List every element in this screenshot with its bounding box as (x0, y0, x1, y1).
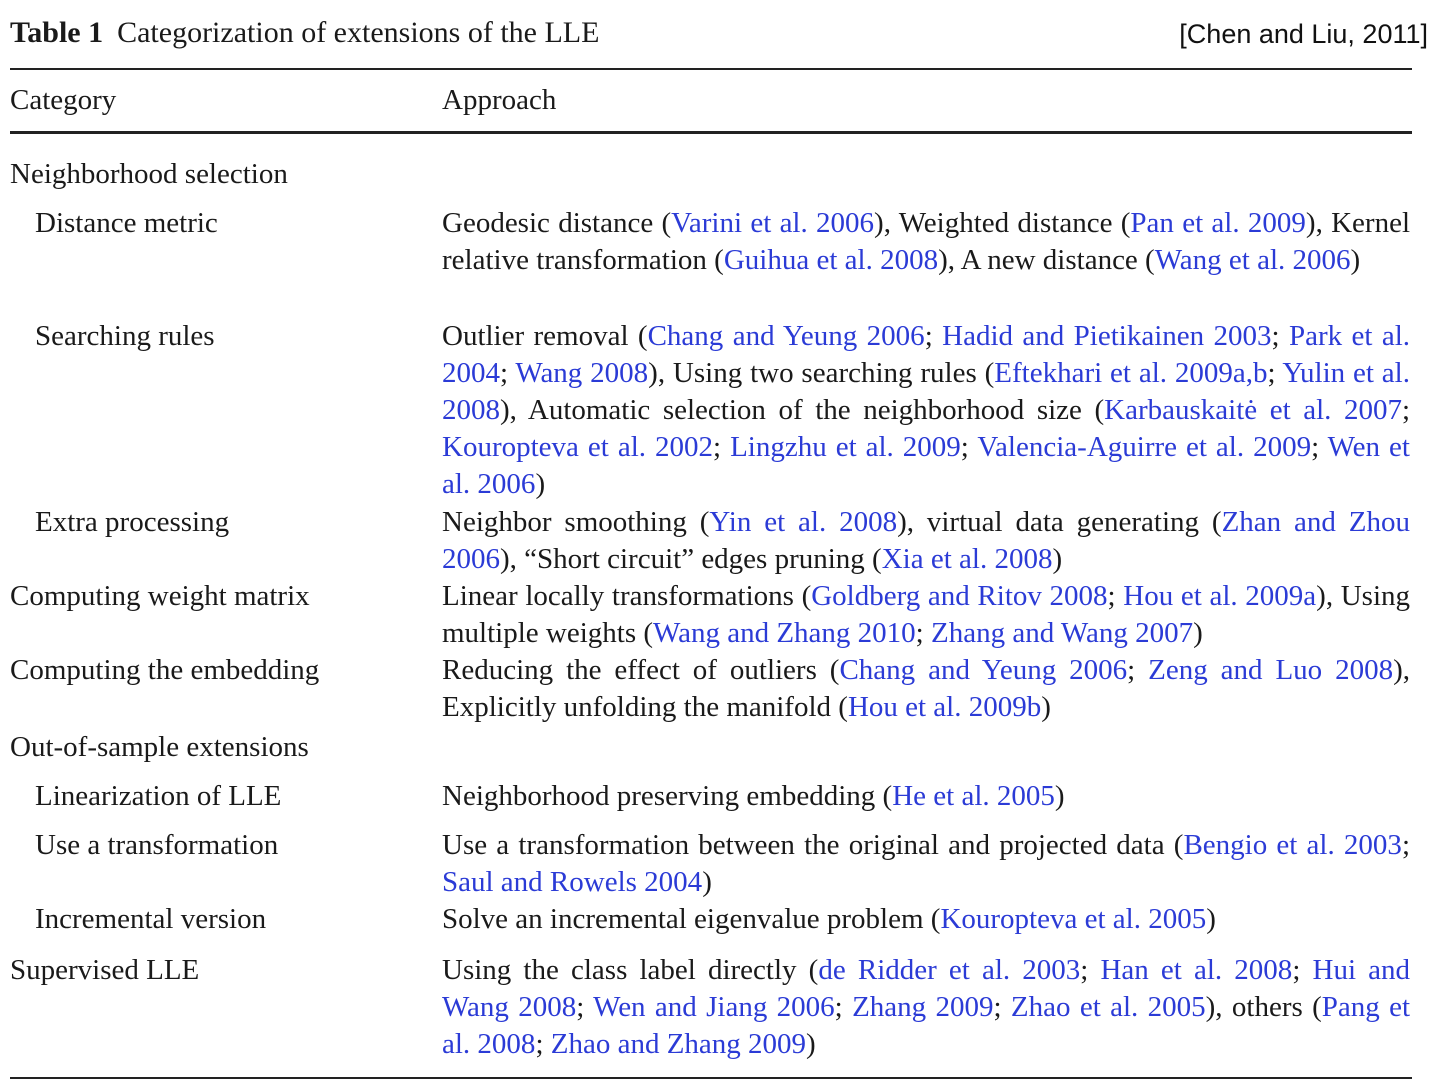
citation-link[interactable]: Wen and Jiang 2006 (593, 991, 835, 1023)
citation-link[interactable]: Zhan and Zhou 2006 (442, 506, 1410, 575)
citation-link[interactable]: Hui and Wang 2008 (442, 954, 1411, 1023)
approach-text: Outlier removal ( (442, 320, 648, 352)
approach-text: ; (1401, 829, 1410, 861)
citation-link[interactable]: Eftekhari et al. 2009a,b (994, 357, 1268, 389)
approach-text: ) (1206, 903, 1216, 935)
approach-text: Using the class label directly ( (442, 954, 819, 986)
citation-link[interactable]: Han et al. 2008 (1100, 954, 1293, 986)
citation-link[interactable]: Zhao et al. 2005 (1010, 991, 1206, 1023)
citation-link[interactable]: Kouropteva et al. 2005 (940, 903, 1207, 935)
citation-link[interactable]: Yulin et al. 2008 (442, 357, 1410, 426)
approach-text: ), Using multiple weights ( (442, 580, 1411, 649)
citation-link[interactable]: Hou et al. 2009a (1123, 580, 1317, 612)
approach-text: ), “Short circuit” edges pruning ( (500, 543, 882, 575)
approach-text: ; (535, 1028, 551, 1060)
approach-text: ) (806, 1028, 816, 1060)
approach-text: ; (1292, 954, 1313, 986)
citation-link[interactable]: Zhang 2009 (852, 991, 994, 1023)
approach-text: Use a transformation between the original and projected data ( (442, 829, 1184, 861)
bottom-rule (10, 1077, 1412, 1079)
row-approach (442, 652, 1410, 726)
row-category: Supervised LLE (10, 954, 200, 986)
approach-text: ), Explicitly unfolding the manifold ( (442, 654, 1411, 723)
top-rule (10, 68, 1412, 70)
citation-link[interactable]: Pan et al. 2009 (1130, 207, 1306, 239)
row-approach (442, 318, 1410, 503)
citation-link[interactable]: Pang et al. 2008 (442, 991, 1411, 1060)
approach-text: ) (1193, 617, 1203, 649)
row-approach (442, 827, 1410, 901)
approach-text: Neighbor smoothing ( (442, 506, 710, 538)
citation-link[interactable]: Xia et al. 2008 (881, 543, 1053, 575)
citation-link[interactable]: Wang et al. 2006 (1154, 244, 1351, 276)
citation-link[interactable]: Kouropteva et al. 2002 (442, 431, 713, 463)
approach-text: ) (1054, 780, 1065, 812)
approach-text: ; (500, 357, 516, 389)
citation-link[interactable]: Bengio et al. 2003 (1183, 829, 1402, 861)
citation-link[interactable]: Zeng and Luo 2008 (1148, 654, 1394, 686)
approach-text: ; (1080, 954, 1101, 986)
approach-text: ), virtual data generating ( (897, 506, 1222, 538)
row-category: Searching rules (35, 320, 215, 352)
approach-text: ) (1041, 691, 1051, 723)
approach-text: ), A new distance ( (938, 244, 1155, 276)
approach-text: ; (960, 431, 978, 463)
citation-link[interactable]: Chang and Yeung 2006 (647, 320, 925, 352)
approach-text: Solve an incremental eigenvalue problem ( (442, 903, 941, 935)
citation-link[interactable]: Hadid and Pietikainen 2003 (942, 320, 1272, 352)
citation-link[interactable]: Zhang and Wang 2007 (930, 617, 1194, 649)
citation-link[interactable]: Chang and Yeung 2006 (839, 654, 1128, 686)
header-category: Category (10, 84, 117, 116)
citation-link[interactable]: Wang 2008 (515, 357, 649, 389)
citation-link[interactable]: Park et al. 2004 (442, 320, 1411, 389)
approach-text: ; (924, 320, 943, 352)
row-category: Distance metric (35, 207, 218, 239)
citation-link[interactable]: Karbauskaitė et al. 2007 (1104, 394, 1402, 426)
approach-text: ), others ( (1205, 991, 1322, 1023)
approach-text: ; (713, 431, 731, 463)
approach-text: ; (1267, 357, 1283, 389)
row-approach (442, 205, 1410, 279)
approach-text: ; (1127, 654, 1149, 686)
citation-link[interactable]: Valencia-Aguirre et al. 2009 (977, 431, 1312, 463)
approach-text: ; (1271, 320, 1289, 352)
row-approach (442, 778, 1410, 815)
approach-text: ; (993, 991, 1011, 1023)
row-category: Out-of-sample extensions (10, 731, 309, 763)
approach-text: Reducing the effect of outliers ( (442, 654, 840, 686)
citation-link[interactable]: Yin et al. 2008 (709, 506, 898, 538)
table-title: Categorization of extensions of the LLE (117, 16, 600, 49)
citation-link[interactable]: de Ridder et al. 2003 (818, 954, 1081, 986)
source-citation: [Chen and Liu, 2011] (1179, 19, 1428, 49)
row-category: Use a transformation (35, 829, 279, 861)
header-approach: Approach (442, 84, 557, 116)
approach-text: ), Automatic selection of the neighborhood size ( (500, 394, 1105, 426)
approach-text: Neighborhood preserving embedding ( (442, 780, 893, 812)
citation-link[interactable]: Wang and Zhang 2010 (653, 617, 916, 649)
approach-text: ) (535, 468, 546, 500)
approach-text: ) (702, 866, 712, 898)
approach-text: ; (1107, 580, 1124, 612)
row-category: Extra processing (35, 506, 230, 538)
approach-text: ), Kernel relative transformation ( (442, 207, 1411, 276)
approach-text: Geodesic distance ( (442, 207, 672, 239)
citation-link[interactable]: Lingzhu et al. 2009 (730, 431, 961, 463)
table-label: Table 1 (10, 16, 104, 49)
approach-text: ) (1052, 543, 1063, 575)
approach-text: ; (915, 617, 931, 649)
row-category: Incremental version (35, 903, 267, 935)
row-approach (442, 504, 1410, 578)
row-category: Computing the embedding (10, 654, 320, 686)
approach-text: ), Weighted distance ( (874, 207, 1131, 239)
citation-link[interactable]: Guihua et al. 2008 (723, 244, 939, 276)
citation-link[interactable]: Saul and Rowels 2004 (442, 866, 703, 898)
citation-link[interactable]: Hou et al. 2009b (847, 691, 1042, 723)
approach-text: ), Using two searching rules ( (648, 357, 995, 389)
citation-link[interactable]: Goldberg and Ritov 2008 (811, 580, 1108, 612)
citation-link[interactable]: Varini et al. 2006 (671, 207, 875, 239)
citation-link[interactable]: Zhao and Zhang 2009 (550, 1028, 807, 1060)
citation-link[interactable]: Wen et al. 2006 (442, 431, 1410, 500)
row-approach (442, 578, 1410, 652)
approach-text: Linear locally transformations ( (442, 580, 812, 612)
approach-text: ; (834, 991, 853, 1023)
row-category: Computing weight matrix (10, 580, 310, 612)
header-rule (10, 131, 1412, 134)
row-approach (442, 952, 1410, 1063)
approach-text: ) (1350, 244, 1361, 276)
approach-text: ; (1401, 394, 1410, 426)
table-caption (10, 16, 599, 50)
citation-link[interactable]: He et al. 2005 (892, 780, 1055, 812)
row-category: Linearization of LLE (35, 780, 282, 812)
row-category: Neighborhood selection (10, 158, 288, 190)
approach-text: ; (576, 991, 594, 1023)
row-approach (442, 901, 1410, 938)
approach-text: ; (1311, 431, 1328, 463)
